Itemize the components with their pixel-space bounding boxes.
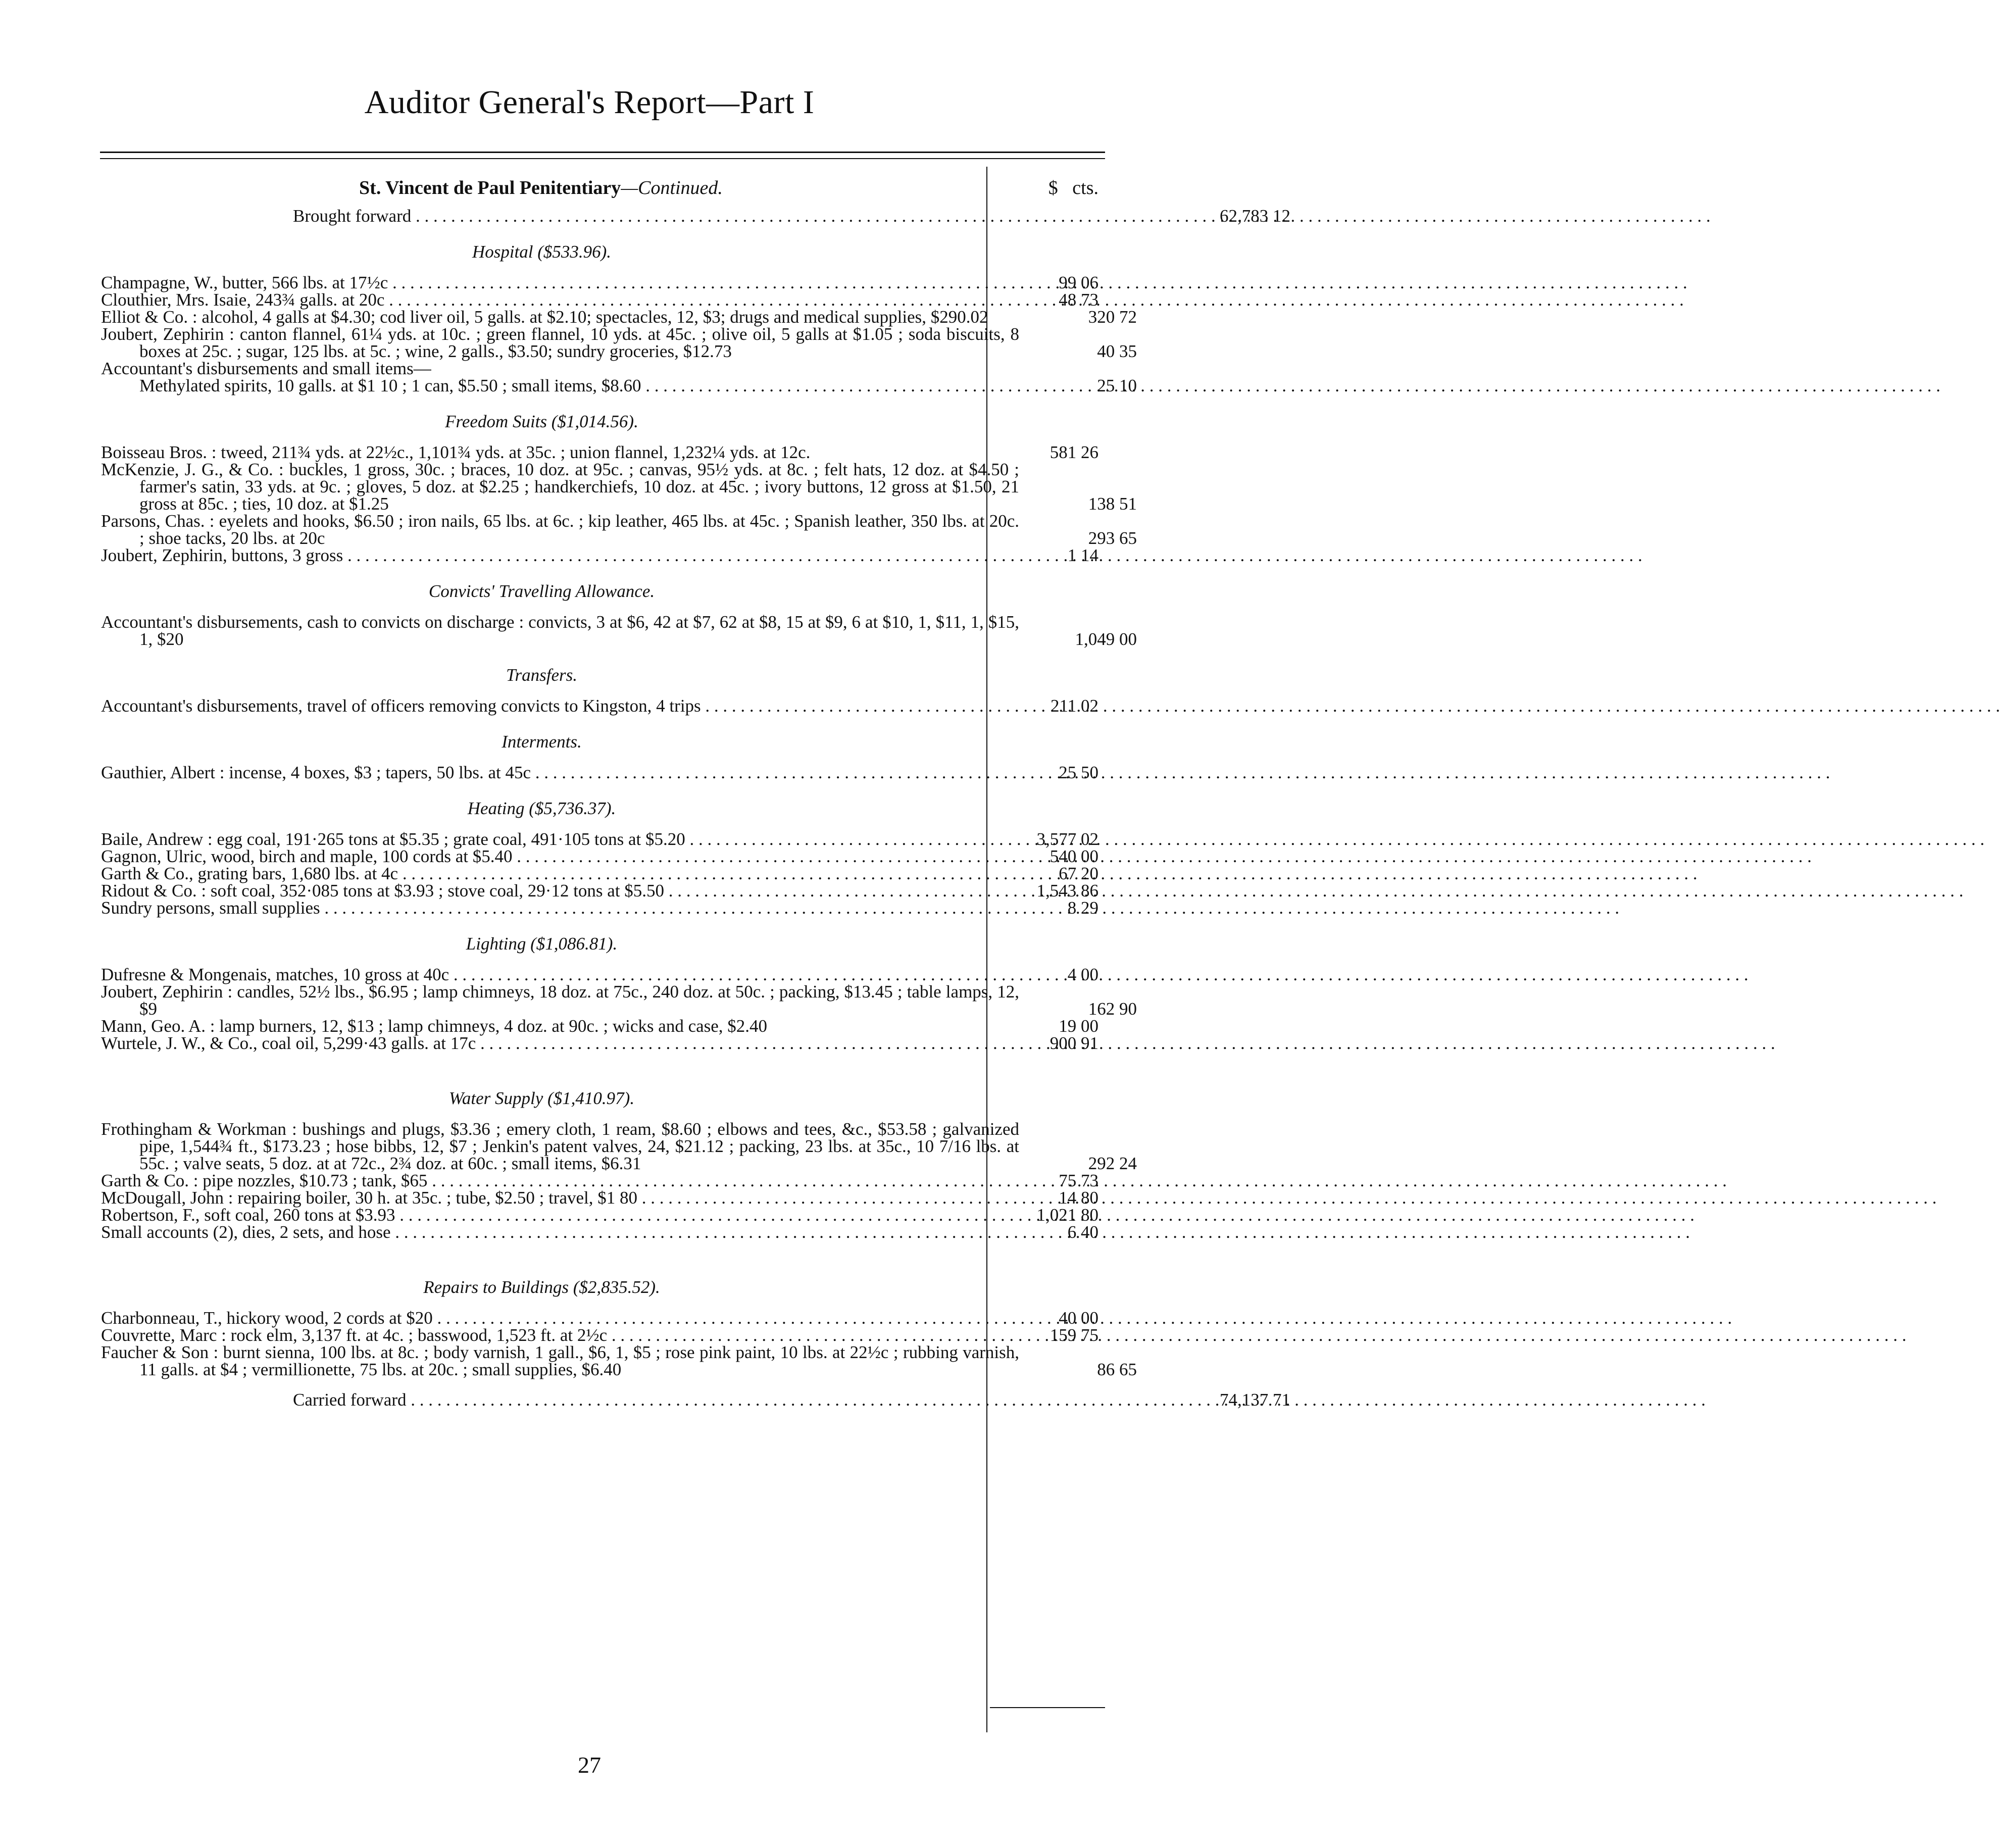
entry-amount: 25 10 (1097, 376, 1137, 395)
table-row (101, 900, 1104, 917)
page-header: Auditor General's Report—Part I (364, 84, 815, 121)
entry-text: Accountant's disbursements, cash to convicts on discharge : convicts, 3 at $6, 42 at $7, 62 at $8, 15 at $9, 6 at $10, 1, $11, 1, $15, 1, $20 (101, 612, 1019, 649)
entry-text: Small accounts (2), dies, 2 sets, and hose . . . (101, 1224, 981, 1241)
dollars-header: $ (1048, 177, 1058, 198)
entry-amount: 48 73 (1059, 290, 1098, 310)
entry-text: Ridout & Co. : soft coal, 352·085 tons at $3.93 ; stove coal, 29·12 tons at $5.50 . . . (101, 882, 981, 900)
page-number: 27 (578, 1752, 601, 1778)
table-row (101, 831, 1104, 848)
table-row (101, 1172, 1104, 1189)
institution-name: St. Vincent de Paul Penitentiary (359, 177, 621, 198)
entry-text: Gagnon, Ulric, wood, birch and maple, 100 cords at $5.40 . . . (101, 848, 981, 865)
entry-text: Joubert, Zephirin : candles, 52½ lbs., $6.95 ; lamp chimneys, 18 doz. at 75c., 240 doz. at 50c. ; packing, $13.45 ; table lamps, 12, $9 (101, 982, 1019, 1019)
table-row (101, 547, 1104, 564)
entry-text: Garth & Co., grating bars, 1,680 lbs. at 4c . . . (101, 865, 981, 882)
entry-amount: 1,021 80 (1036, 1205, 1098, 1225)
entry-amount: 162 90 (1088, 999, 1137, 1019)
entry-text: Boisseau Bros. : tweed, 211¾ yds. at 22½c., 1,101¾ yds. at 35c. ; union flannel, 1,232¼ yds. at 12c. (101, 442, 811, 462)
entry-text: Charbonneau, T., hickory wood, 2 cords at $20 . . . (101, 1310, 981, 1327)
cents-header: cts. (1072, 177, 1098, 198)
table-row (101, 865, 1104, 882)
header-rule-bottom (100, 158, 1105, 159)
carried-forward-amount: 74,137 71 (1220, 1390, 1290, 1410)
section-heading-interments: Interments. (502, 732, 582, 752)
table-row (101, 1310, 1104, 1327)
entry-text: Gauthier, Albert : incense, 4 boxes, $3 ; tapers, 50 lbs. at 45c . . . (101, 764, 981, 781)
entry-amount: 25 50 (1059, 763, 1098, 782)
entry-text: Joubert, Zephirin : canton flannel, 61¼ yds. at 10c. ; green flannel, 10 yds. at 45c. ; olive oil, 5 galls at $1.05 ; soda biscuits, 8 boxes at 25c. ; sugar, 125 lbs. at 5c. ; wine, 2 galls., $3.50; sundry groceries, $12.73 (101, 324, 1019, 361)
entry-text: Elliot & Co. : alcohol, 4 galls at $4.30; cod liver oil, 5 galls. at $2.10; spectacles, 12, $3; drugs and medical supplies, $290.02 (101, 307, 988, 327)
table-row (101, 966, 1104, 983)
entry-amount: 211 02 (1051, 696, 1098, 716)
entry-amount: 6 40 (1067, 1222, 1098, 1242)
entry-text: Methylated spirits, 10 galls. at $1 10 ; 1 can, $5.50 ; small items, $8.60 . . . (101, 377, 1019, 394)
entry-amount: 86 65 (1097, 1360, 1137, 1379)
table-row (101, 1342, 1137, 1379)
entry-amount: 159 75 (1049, 1325, 1098, 1345)
entry-amount: 900 91 (1049, 1033, 1098, 1053)
table-row (101, 1189, 1104, 1207)
table-row (101, 982, 1137, 1019)
section-heading-freedom-suits: Freedom Suits ($1,014.56). (445, 412, 638, 431)
table-row (101, 274, 1104, 291)
entry-text: Champagne, W., butter, 566 lbs. at 17½c . . . (101, 274, 981, 291)
entry-text: Joubert, Zephirin, buttons, 3 gross . . . (101, 547, 981, 564)
entry-amount: 14 80 (1059, 1188, 1098, 1208)
table-row (101, 460, 1137, 514)
entry-amount: 1,049 00 (1075, 629, 1137, 649)
entry-text: Robertson, F., soft coal, 260 tons at $3.93 . . . (101, 1207, 981, 1224)
table-title (101, 179, 981, 196)
table-row (101, 1207, 1104, 1224)
table-row (101, 291, 1104, 309)
total-rule (990, 1707, 1105, 1708)
entry-text: Garth & Co. : pipe nozzles, $10.73 ; tank, $65 . . . (101, 1172, 981, 1189)
section-heading-lighting: Lighting ($1,086.81). (466, 934, 618, 954)
entry-amount: 320 72 (1088, 307, 1137, 327)
header-rule-top (100, 152, 1105, 153)
entry-text: Clouthier, Mrs. Isaie, 243¾ galls. at 20c . . . (101, 291, 981, 309)
section-heading-repairs: Repairs to Buildings ($2,835.52). (423, 1277, 660, 1297)
table-row (101, 307, 1137, 327)
carried-forward-label: Carried forward . . . (101, 1391, 1173, 1409)
table-row (101, 324, 1137, 361)
continued-label: —Continued. (621, 177, 723, 198)
table-row (101, 511, 1137, 548)
table-row (101, 848, 1104, 865)
entry-text: Accountant's disbursements and small items— (101, 359, 431, 378)
table-row (101, 1119, 1137, 1173)
carried-forward-row (101, 1390, 1290, 1410)
entry-text: McDougall, John : repairing boiler, 30 h. at 35c. ; tube, $2.50 ; travel, $1 80 . . . (101, 1189, 981, 1207)
entry-text: Accountant's disbursements, travel of officers removing convicts to Kingston, 4 trips . . . (101, 697, 981, 715)
entry-text: McKenzie, J. G., & Co. : buckles, 1 gross, 30c. ; braces, 10 doz. at 95c. ; canvas, 95½ yds. at 8c. ; felt hats, 12 doz. at $4.50 ; farmer's satin, 33 yds. at 9c. ; gloves, 5 doz. at $2.25 ; handkerchiefs, 10 doz. at 45c. ; ivory buttons, 12 gross at $1.50, 21 gross at 85c. ; ties, 10 doz. at $1.25 (101, 460, 1019, 514)
section-heading-water-supply: Water Supply ($1,410.97). (448, 1088, 635, 1108)
entry-amount: 3,577 02 (1036, 829, 1098, 849)
entry-amount: 1,543 86 (1036, 881, 1098, 901)
entry-amount: 75 73 (1059, 1171, 1098, 1190)
entry-text: Wurtele, J. W., & Co., coal oil, 5,299·43 galls. at 17c . . . (101, 1035, 981, 1052)
table-row (101, 882, 1104, 900)
section-heading-travelling-allowance: Convicts' Travelling Allowance. (428, 581, 655, 601)
table-row (101, 612, 1137, 649)
brought-forward-label: Brought forward . . . (101, 208, 1173, 225)
table-row (101, 764, 1104, 781)
section-heading-hospital: Hospital ($533.96). (472, 242, 612, 262)
entry-text: Parsons, Chas. : eyelets and hooks, $6.50 ; iron nails, 65 lbs. at 6c. ; kip leather, 465 lbs. at 45c. ; Spanish leather, 350 lbs. at 20c. ; shoe tacks, 20 lbs. at 20c (101, 511, 1019, 548)
entry-text: Frothingham & Workman : bushings and plugs, $3.36 ; emery cloth, 1 ream, $8.60 ; elbows and tees, &c., $53.58 ; galvanized pipe, 1,544¾ ft., $173.23 ; hose bibbs, 12, $7 ; Jenkin's patent valves, 24, $21.12 ; packing, 23 lbs. at 35c., 10 7/16 lbs. at 55c. ; valve seats, 5 doz. at at 72c., 2¾ doz. at 60c. ; small items, $6.31 (101, 1119, 1019, 1173)
table-row (101, 1224, 1104, 1241)
entry-text: Faucher & Son : burnt sienna, 100 lbs. at 8c. ; body varnish, 1 gall., $6, 1, $5 ; rose pink paint, 10 lbs. at 22½c ; rubbing varnish, 11 galls. at $4 ; vermillionette, 75 lbs. at 20c. ; small supplies, $6.40 (101, 1342, 1019, 1379)
table-row (101, 376, 1137, 395)
column-header (981, 179, 1104, 196)
table-row (101, 360, 1104, 377)
entry-amount: 67 20 (1059, 864, 1098, 883)
entry-amount: 19 00 (1059, 1016, 1098, 1036)
table-row (101, 1035, 1104, 1052)
brought-forward-amount: 62,783 12 (1220, 206, 1290, 226)
entry-amount: 1 14 (1067, 545, 1098, 565)
section-heading-transfers: Transfers. (506, 665, 578, 685)
entry-text: Sundry persons, small supplies . . . (101, 900, 981, 917)
entry-text: Mann, Geo. A. : lamp burners, 12, $13 ; lamp chimneys, 4 doz. at 90c. ; wicks and case, $2.40 (101, 1016, 768, 1036)
entry-amount: 99 06 (1059, 273, 1098, 292)
entry-text: Baile, Andrew : egg coal, 191·265 tons at $5.35 ; grate coal, 491·105 tons at $5.20 . . . (101, 831, 981, 848)
entry-amount: 40 00 (1059, 1308, 1098, 1328)
section-heading-heating: Heating ($5,736.37). (467, 798, 616, 818)
entry-amount: 8 29 (1067, 898, 1098, 918)
entry-text: Dufresne & Mongenais, matches, 10 gross at 40c . . . (101, 966, 981, 983)
brought-forward-row (101, 206, 1290, 226)
table-row (101, 1327, 1104, 1344)
entry-text: Couvrette, Marc : rock elm, 3,137 ft. at 4c. ; basswood, 1,523 ft. at 2½c . . . (101, 1327, 981, 1344)
entry-amount: 292 24 (1088, 1154, 1137, 1173)
table-title-row (101, 169, 1104, 196)
entry-amount: 581 26 (1049, 442, 1098, 462)
entry-amount: 138 51 (1088, 494, 1137, 514)
entry-amount: 4 00 (1067, 965, 1098, 984)
entry-amount: 293 65 (1088, 528, 1137, 548)
entry-amount: 40 35 (1097, 341, 1137, 361)
table-row (101, 697, 1104, 715)
entry-amount: 540 00 (1049, 846, 1098, 866)
ledger-table (101, 169, 1290, 1410)
table-row (101, 1018, 1104, 1035)
table-row (101, 444, 1104, 461)
